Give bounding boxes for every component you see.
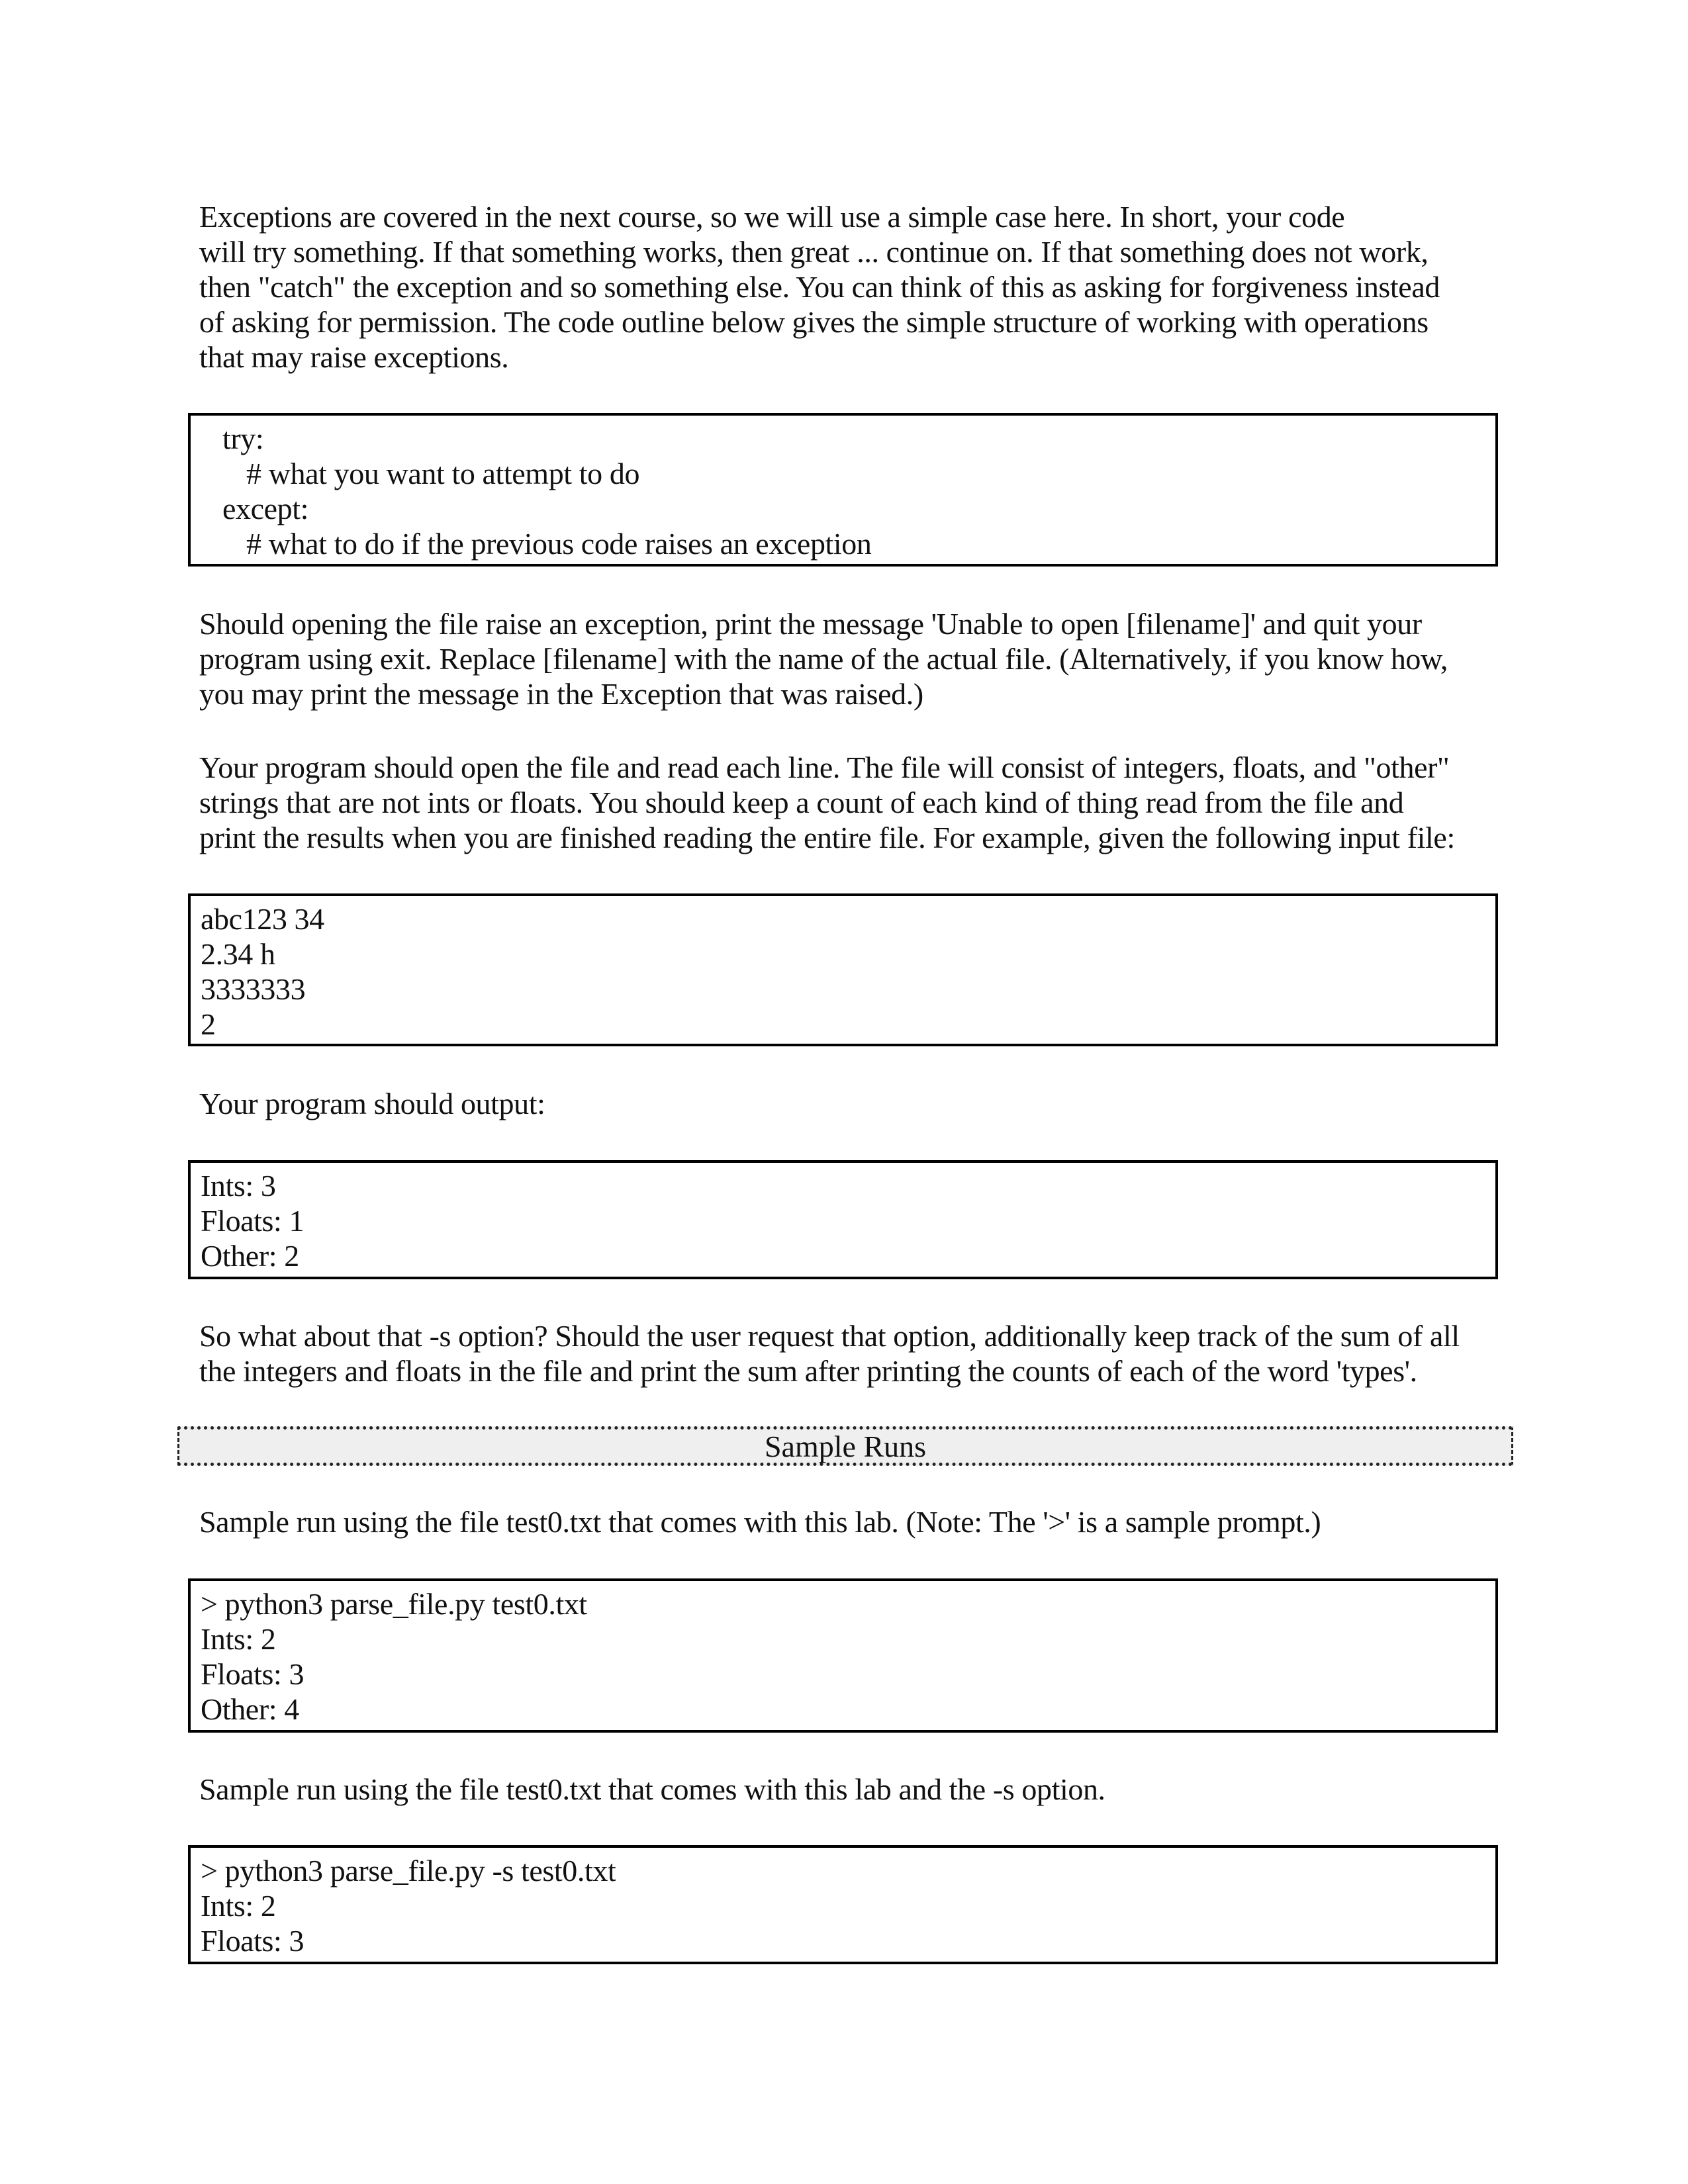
exception-paragraph (199, 606, 1510, 711)
text-line: strings that are not ints or floats. You should keep a count of each kind of thing read from the file and (199, 786, 1404, 819)
terminal-line: > python3 parse_file.py -s test0.txt (201, 1854, 616, 1888)
output-line: Other: 2 (201, 1239, 299, 1273)
text-line: So what about that -s option? Should the user request that option, additionally keep track of the sum of all (199, 1319, 1460, 1353)
text-line: of asking for permission. The code outline below gives the simple structure of working with operations (199, 305, 1429, 339)
text-line: that may raise exceptions. (199, 340, 509, 374)
code-line: # what you want to attempt to do (246, 457, 640, 490)
sample-runs-heading: Sample Runs (177, 1426, 1513, 1466)
expected-output-box (188, 1160, 1498, 1279)
file-line: abc123 34 (201, 902, 324, 936)
text-line: Sample run using the file test0.txt that comes with this lab and the -s option. (199, 1772, 1105, 1806)
text-line: the integers and floats in the file and print the sum after printing the counts of each of the word 'types'. (199, 1354, 1417, 1388)
text-line: Your program should open the file and read each line. The file will consist of integers, floats, and "other" (199, 751, 1450, 784)
text-line: you may print the message in the Exception that was raised.) (199, 677, 923, 711)
text-line: Should opening the file raise an exception, print the message 'Unable to open [filename]' and quit your (199, 607, 1422, 641)
terminal-line: > python3 parse_file.py test0.txt (201, 1587, 587, 1621)
output-line: Ints: 3 (201, 1169, 276, 1203)
file-line: 2 (201, 1007, 216, 1041)
code-line: except: (222, 492, 309, 525)
terminal-line: Other: 4 (201, 1692, 299, 1726)
intro-paragraph (199, 199, 1510, 375)
sample-run-1-box (188, 1578, 1498, 1733)
input-file-box (188, 893, 1498, 1046)
file-line: 3333333 (201, 972, 306, 1006)
output-label (199, 1086, 1510, 1121)
text-line: then "catch" the exception and so something else. You can think of this as asking for forgiveness instead (199, 270, 1440, 304)
text-line: Sample run using the file test0.txt that comes with this lab. (Note: The '>' is a sample prompt.) (199, 1505, 1321, 1539)
text-line: Exceptions are covered in the next course, so we will use a simple case here. In short, your code (199, 200, 1345, 234)
text-line: Your program should output: (199, 1087, 545, 1120)
code-line: try: (222, 422, 264, 455)
text-line: program using exit. Replace [filename] with the name of the actual file. (Alternatively, if you know how, (199, 642, 1448, 676)
text-line: will try something. If that something works, then great ... continue on. If that something does not work, (199, 235, 1429, 269)
code-line: # what to do if the previous code raises an exception (246, 527, 872, 561)
s-option-paragraph (199, 1318, 1510, 1388)
text-line: print the results when you are finished reading the entire file. For example, given the following input file: (199, 821, 1455, 854)
code-outline-box (188, 413, 1498, 567)
file-line: 2.34 h (201, 937, 275, 971)
terminal-line: Floats: 3 (201, 1657, 305, 1691)
sample-run-1-caption (199, 1504, 1510, 1539)
terminal-line: Ints: 2 (201, 1622, 276, 1656)
read-paragraph (199, 750, 1510, 855)
sample-run-2-box (188, 1845, 1498, 1964)
output-line: Floats: 1 (201, 1204, 305, 1238)
terminal-line: Ints: 2 (201, 1889, 276, 1923)
terminal-line: Floats: 3 (201, 1924, 305, 1958)
sample-run-2-caption (199, 1772, 1510, 1807)
